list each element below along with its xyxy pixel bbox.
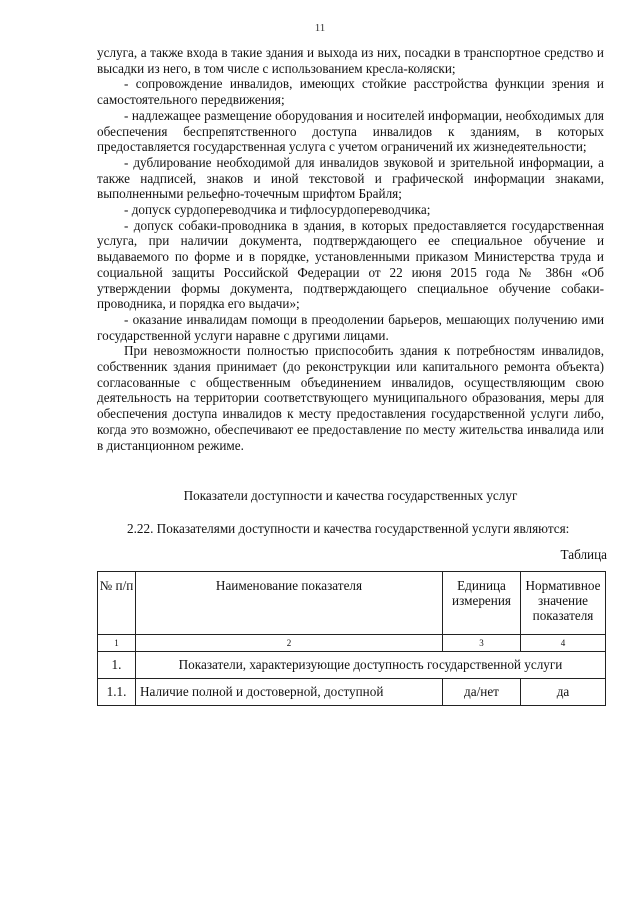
- row-name: Наличие полной и достоверной, доступной: [136, 679, 443, 706]
- table-caption: Таблица: [560, 547, 607, 562]
- section-num: 1.: [98, 652, 136, 679]
- header-unit: Единица измерения: [443, 572, 521, 635]
- paragraph: - надлежащее размещение оборудования и носителей информации, необходимых для обеспечения беспрепятственного доступа инвалидов к зданиям, в которых предоставляется государственная услуга с учетом ограничений их жизнедеятельности;: [97, 107, 604, 155]
- table-section-row: [98, 652, 606, 679]
- paragraph: При невозможности полностью приспособить здания к потребностям инвалидов, собственник здания принимает (до реконструкции или капитального ремонта объекта) согласованные с общественным объединением инвалидов, осуществляющим свою деятельность на территории соответствующего муниципального образования, меры для обеспечения доступа инвалидов к месту предоставления государственной услуги либо, когда это возможно, обеспечивают ее предоставление по месту жительства инвалида или в дистанционном режиме.: [97, 343, 604, 453]
- section-title: Показатели, характеризующие доступность государственной услуги: [136, 652, 606, 679]
- row-num: 1.1.: [98, 679, 136, 706]
- paragraph: - допуск собаки-проводника в здания, в которых предоставляется государственная услуга, при наличии документа, подтверждающего ее специальное обучение и выдаваемого по форме и в порядке, установленными приказом Министерства труда и социальной защиты Российской Федерации от 22 июня 2015 года № 386н «Об утверждении формы документа, подтверждающего специальное обучение собаки-проводника, и порядка его выдачи»;: [97, 217, 604, 312]
- table-row: [98, 679, 606, 706]
- header-name: Наименование показателя: [136, 572, 443, 635]
- intro-paragraph: 2.22. Показателями доступности и качества государственной услуги являются:: [127, 521, 570, 536]
- paragraph: - оказание инвалидам помощи в преодолении барьеров, мешающих получению ими государственной услуги наравне с другими лицами.: [97, 311, 604, 343]
- indicators-table: [97, 571, 606, 706]
- section-heading: Показатели доступности и качества государственных услуг: [183, 488, 518, 503]
- paragraph: - дублирование необходимой для инвалидов звуковой и зрительной информации, а также надписей, знаков и иной текстовой и графической информации знаками, выполненными рельефно-точечным шрифтом Брайля;: [97, 154, 604, 202]
- paragraph: услуга, а также входа в такие здания и выхода из них, посадки в транспортное средство и высадки из него, в том числе с использованием кресла-коляски;: [97, 45, 604, 76]
- column-number-row: [98, 635, 606, 652]
- page-number: 11: [314, 22, 326, 34]
- header-num: № п/п: [98, 572, 136, 635]
- row-norm: да: [521, 679, 606, 706]
- column-number: 4: [521, 635, 606, 652]
- column-number: 1: [98, 635, 136, 652]
- body-text: [97, 45, 604, 453]
- header-norm: Нормативное значение показателя: [521, 572, 606, 635]
- column-number: 3: [443, 635, 521, 652]
- table-header-row: [98, 572, 606, 635]
- paragraph: - допуск сурдопереводчика и тифлосурдопереводчика;: [124, 202, 431, 218]
- row-unit: да/нет: [443, 679, 521, 706]
- column-number: 2: [136, 635, 443, 652]
- paragraph: - сопровождение инвалидов, имеющих стойкие расстройства функции зрения и самостоятельного передвижения;: [97, 76, 604, 108]
